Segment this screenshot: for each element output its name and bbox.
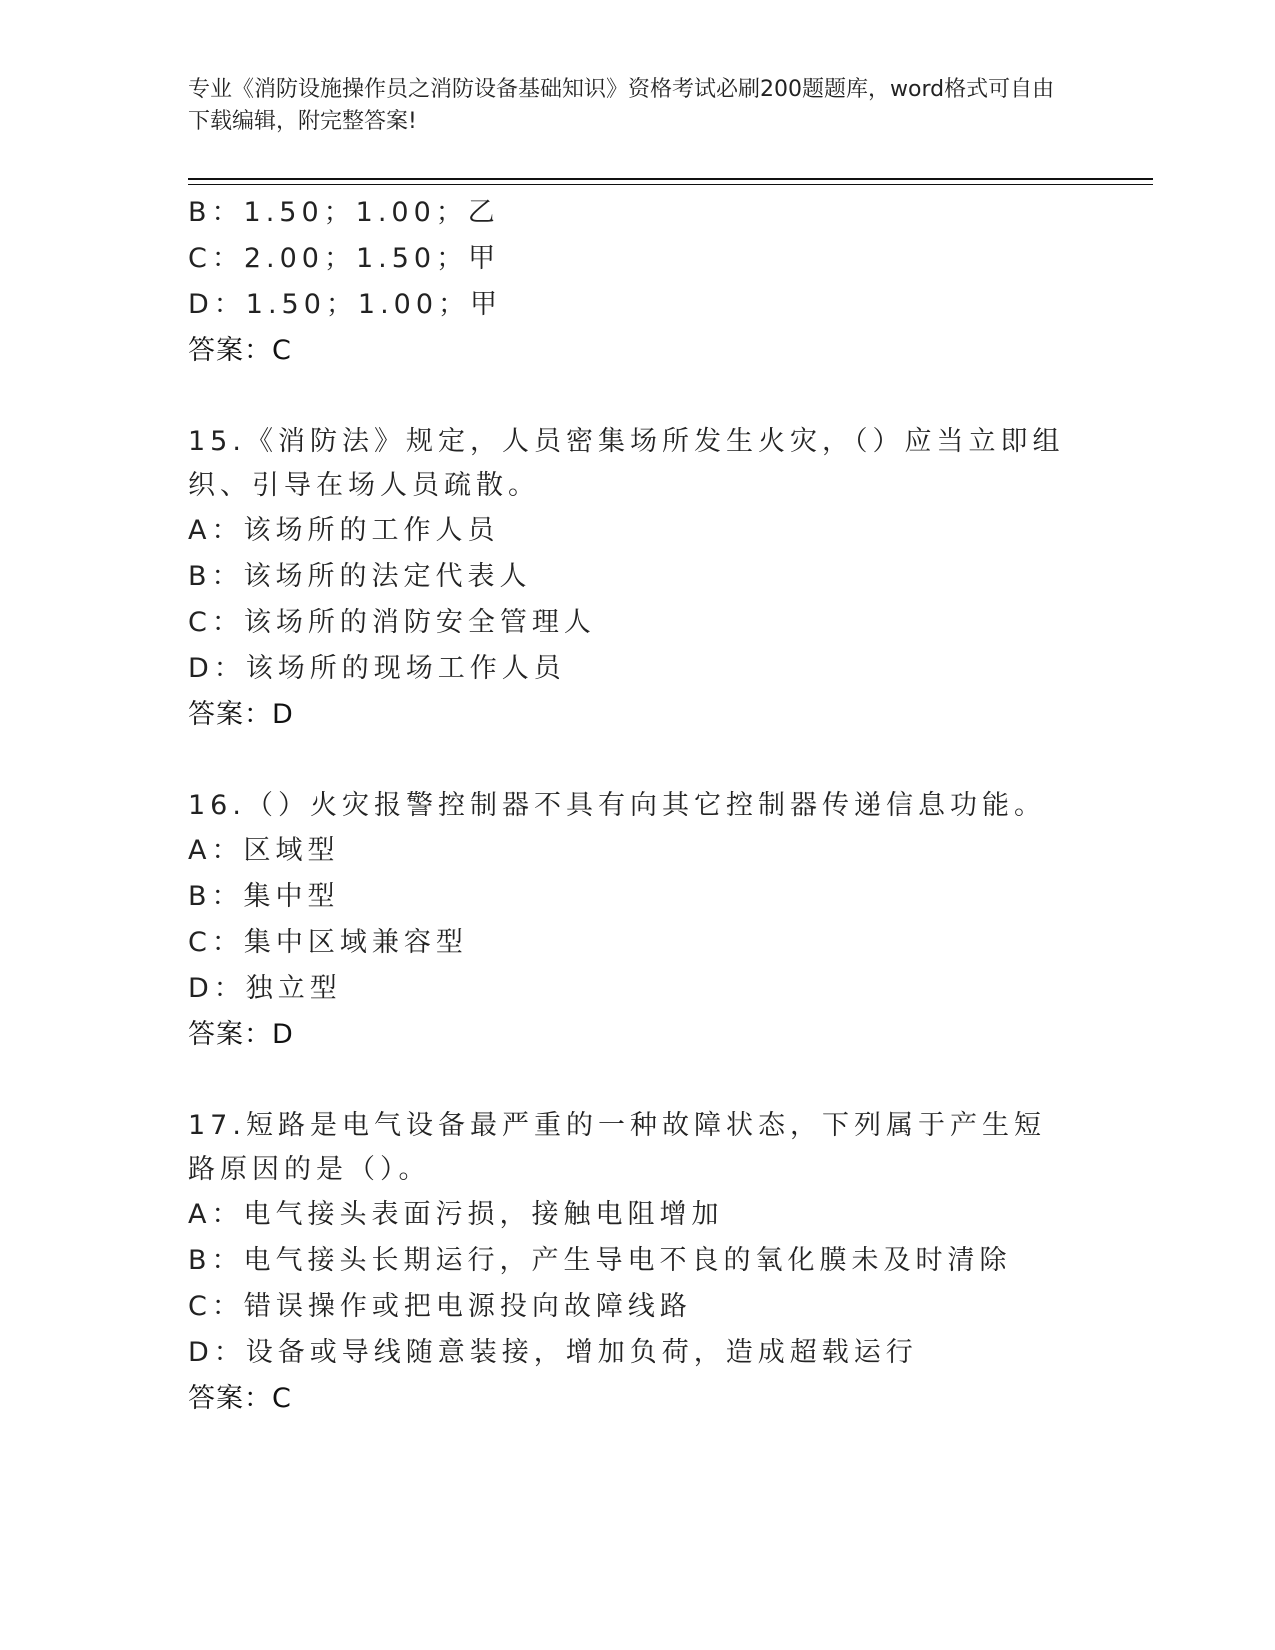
question-block-15 — [188, 420, 1088, 738]
question-stem: 15.《消防法》规定，人员密集场所发生火灾，（）应当立即组织、引导在场人员疏散。 — [188, 426, 1065, 501]
option-d: D：1.50；1.00；甲 — [188, 289, 503, 320]
option-a: A：该场所的工作人员 — [188, 515, 500, 546]
option-a: A：电气接头表面污损，接触电阻增加 — [188, 1199, 724, 1230]
option-b: B：该场所的法定代表人 — [188, 561, 532, 592]
option-d: D：设备或导线随意装接，增加负荷，造成超载运行 — [188, 1337, 918, 1368]
question-stem: 17.短路是电气设备最严重的一种故障状态，下列属于产生短路原因的是（）。 — [188, 1110, 1046, 1185]
header-divider-thick — [188, 178, 1153, 180]
answer-line: 答案：D — [188, 699, 294, 730]
header-divider-thin — [188, 184, 1153, 185]
document-header: 专业《消防设施操作员之消防设备基础知识》资格考试必刷200题题库，word格式可自由下载编辑，附完整答案! — [188, 77, 1055, 134]
option-c: C：2.00；1.50；甲 — [188, 243, 501, 274]
option-c: C：错误操作或把电源投向故障线路 — [188, 1291, 692, 1322]
question-block-17 — [188, 1104, 1088, 1422]
question-block-14-tail — [188, 190, 1088, 374]
question-stem: 16.（）火灾报警控制器不具有向其它控制器传递信息功能。 — [188, 790, 1046, 821]
answer-line: 答案：C — [188, 1383, 292, 1414]
option-d: D：独立型 — [188, 973, 342, 1004]
spacer — [188, 374, 1088, 420]
question-list — [188, 190, 1088, 1422]
option-a: A：区域型 — [188, 835, 340, 866]
question-block-16 — [188, 784, 1088, 1058]
option-c: C：集中区域兼容型 — [188, 927, 468, 958]
spacer — [188, 1058, 1088, 1104]
option-b: B：电气接头长期运行，产生导电不良的氧化膜未及时清除 — [188, 1245, 1012, 1276]
answer-line: 答案：C — [188, 335, 292, 366]
option-b: B：集中型 — [188, 881, 340, 912]
option-c: C：该场所的消防安全管理人 — [188, 607, 596, 638]
option-b: B：1.50；1.00；乙 — [188, 197, 500, 228]
answer-line: 答案：D — [188, 1019, 294, 1050]
option-d: D：该场所的现场工作人员 — [188, 653, 566, 684]
spacer — [188, 738, 1088, 784]
